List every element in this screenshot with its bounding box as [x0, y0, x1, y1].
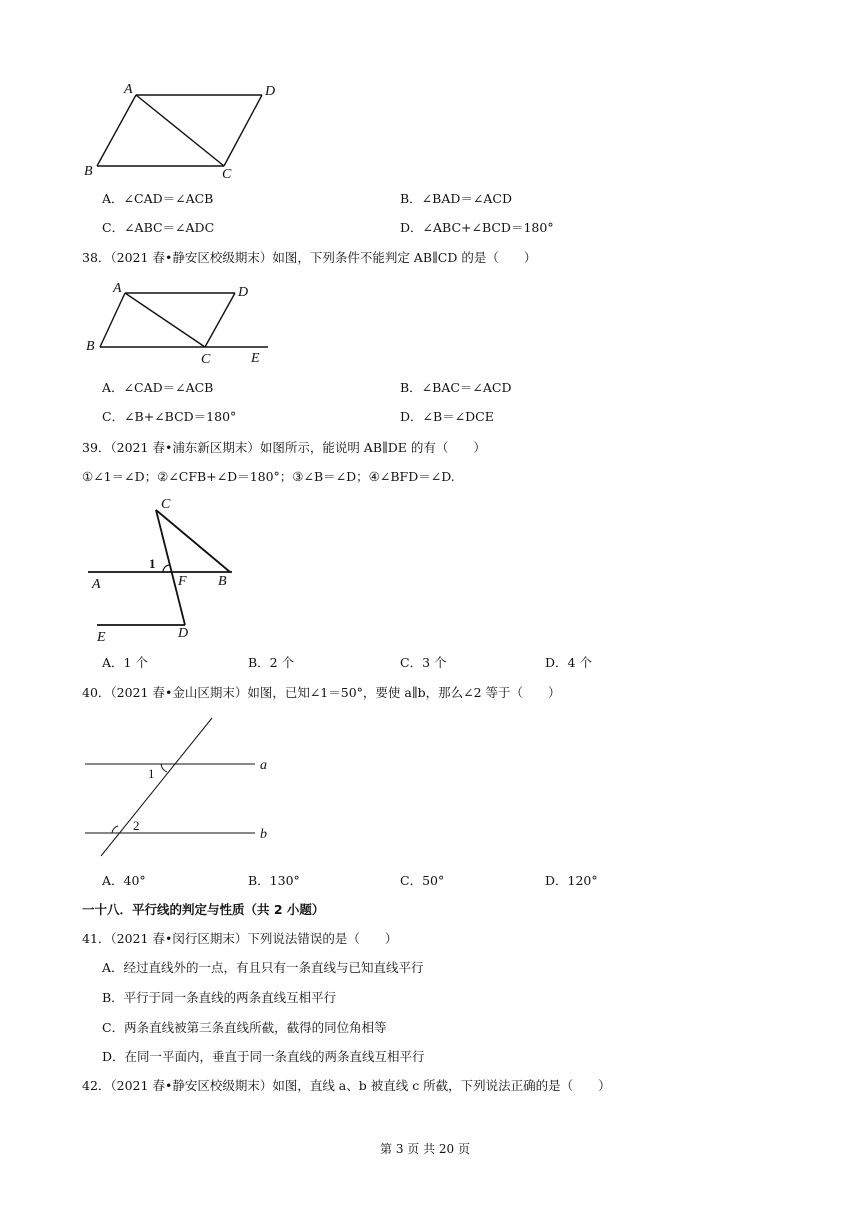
label-A: A — [92, 577, 101, 592]
question-stem: 42．（2021 春•静安区校级期末）如图，直线 a、b 被直线 c 所截，下列说法正确的是（ ） — [82, 1078, 611, 1093]
label-F: F — [178, 574, 187, 589]
option-b: B．130° — [248, 873, 300, 888]
option-c: C．3 个 — [400, 655, 447, 670]
label-A: A — [124, 82, 133, 97]
question-stem: 40．（2021 春•金山区期末）如图，已知∠1＝50°，要使 a∥b，那么∠2 等于（ ） — [82, 685, 561, 700]
question-stem: 38．（2021 春•静安区校级期末）如图，下列条件不能判定 AB∥CD 的是（ ） — [82, 250, 537, 265]
label-C: C — [201, 352, 211, 367]
option-b: B．2 个 — [248, 655, 295, 670]
label-D: D — [265, 84, 276, 99]
label-1: 1 — [148, 766, 155, 781]
question-conditions: ①∠1＝∠D；②∠CFB+∠D＝180°；③∠B＝∠D；④∠BFD＝∠D. — [82, 469, 455, 484]
label-D: D — [178, 626, 189, 641]
option-a: A．1 个 — [102, 655, 148, 670]
option-a: A．40° — [102, 873, 146, 888]
label-B: B — [84, 164, 93, 179]
label-E: E — [251, 351, 260, 366]
label-a: a — [260, 758, 267, 773]
option-c: C．两条直线被第三条直线所截，截得的同位角相等 — [102, 1020, 387, 1035]
label-B: B — [218, 574, 227, 589]
option-a: A．经过直线外的一点，有且只有一条直线与已知直线平行 — [102, 960, 424, 975]
option-c: C．∠B+∠BCD＝180° — [102, 409, 237, 424]
option-d: D．4 个 — [545, 655, 592, 670]
option-c: C．50° — [400, 873, 445, 888]
option-d: D．在同一平面内，垂直于同一条直线的两条直线互相平行 — [102, 1049, 425, 1064]
option-c: C．∠ABC＝∠ADC — [102, 220, 215, 235]
label-2: 2 — [133, 818, 140, 833]
option-d: D．120° — [545, 873, 598, 888]
option-b: B．平行于同一条直线的两条直线互相平行 — [102, 990, 337, 1005]
page-footer: 第 3 页 共 20 页 — [380, 1142, 470, 1156]
label-B: B — [86, 339, 95, 354]
option-d: D．∠B＝∠DCE — [400, 409, 494, 424]
question-stem: 39．（2021 春•浦东新区期末）如图所示，能说明 AB∥DE 的有（ ） — [82, 440, 486, 455]
label-D: D — [238, 285, 249, 300]
label-C: C — [222, 167, 232, 182]
option-b: B．∠BAC＝∠ACD — [400, 380, 512, 395]
section-heading: 一十八．平行线的判定与性质（共 2 小题） — [82, 902, 325, 917]
label-E: E — [97, 630, 106, 645]
option-a: A．∠CAD＝∠ACB — [102, 380, 214, 395]
option-d: D．∠ABC+∠BCD＝180° — [400, 220, 554, 235]
option-a: A．∠CAD＝∠ACB — [102, 191, 214, 206]
label-A: A — [113, 281, 122, 296]
question-stem: 41．（2021 春•闵行区期末）下列说法错误的是（ ） — [82, 931, 398, 946]
label-C: C — [161, 497, 171, 512]
label-b: b — [260, 827, 267, 842]
option-b: B．∠BAD＝∠ACD — [400, 191, 512, 206]
label-1: 1 — [149, 556, 156, 571]
